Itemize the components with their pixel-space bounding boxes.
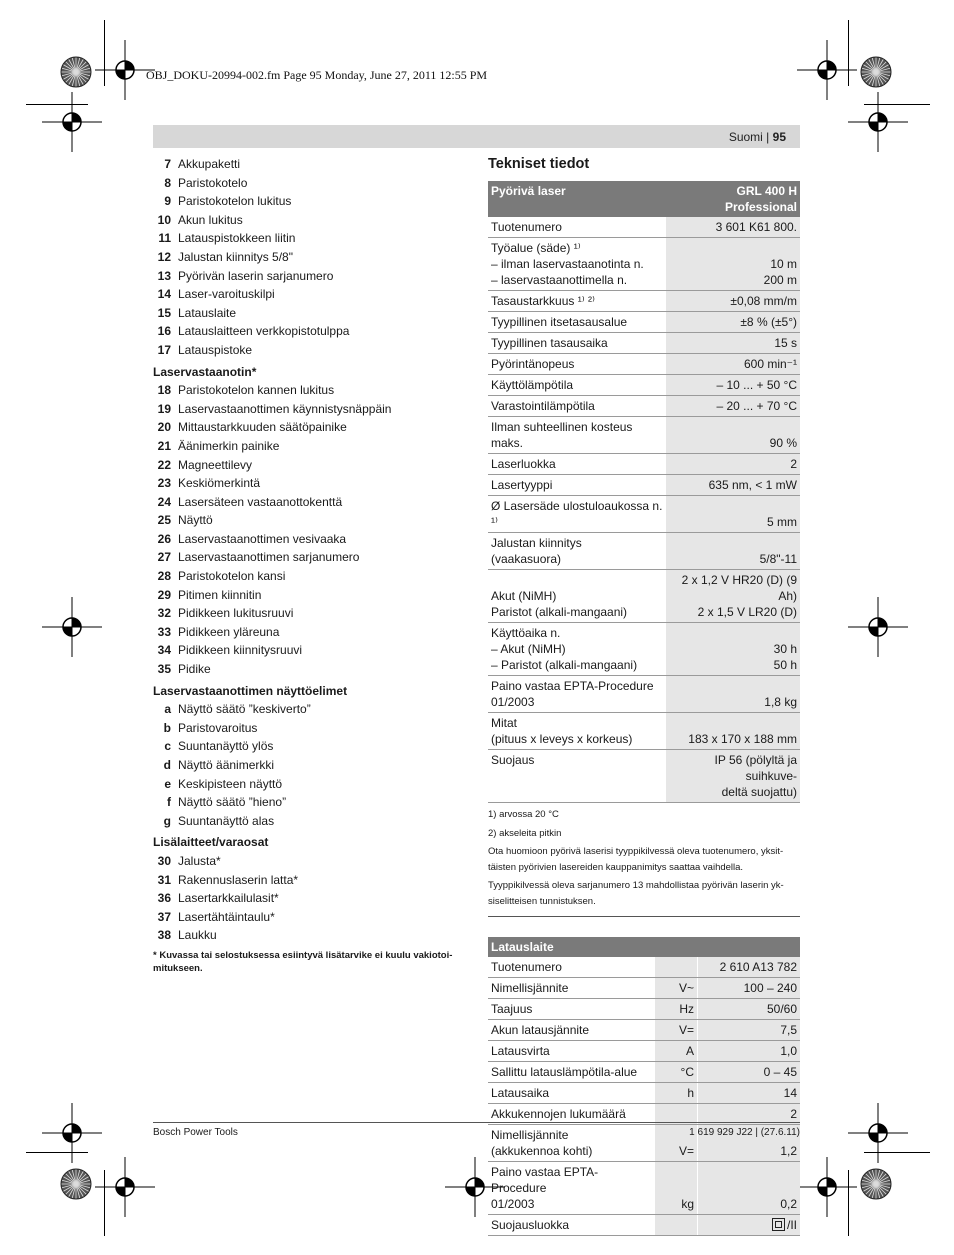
spec-value: 14: [698, 1083, 801, 1104]
item-label: Laservastaanottimen käynnistysnäppäin: [178, 401, 392, 416]
item-number: 11: [158, 231, 171, 246]
table-row: [488, 312, 800, 333]
table-row: [488, 496, 800, 533]
page-header-bar: [153, 125, 800, 148]
table-row: [488, 375, 800, 396]
list-item: [153, 548, 468, 567]
spec-value: 2: [666, 454, 800, 475]
item-number: 16: [157, 324, 171, 339]
list-item: [153, 567, 468, 586]
table-row: [488, 454, 800, 475]
list-item: [153, 322, 468, 341]
spec-value: 1,2: [698, 1125, 801, 1162]
spec-label: Varastointilämpötila: [488, 396, 666, 417]
item-number: 19: [157, 401, 171, 416]
item-number: 34: [157, 643, 171, 658]
item-label: Paristokotelo: [178, 175, 248, 190]
spec-label: Ilman suhteellinen kosteus maks.: [488, 417, 666, 454]
table-row: [488, 957, 800, 978]
charger-spec-table: [488, 937, 800, 1236]
item-label: Mittaustarkkuuden säätöpainike: [178, 420, 347, 435]
list-item: [153, 660, 468, 679]
list-item: [153, 737, 468, 756]
spec-label: Tuotenumero: [488, 217, 666, 238]
item-number: 32: [157, 606, 171, 621]
list-item: [153, 418, 468, 437]
list-item: [153, 700, 468, 719]
spec-value: 100 – 240: [698, 978, 801, 999]
spec-value: 635 nm, < 1 mW: [666, 475, 800, 496]
parts-list: [153, 155, 468, 360]
spec-label: Taajuus: [488, 999, 655, 1020]
list-item: [153, 267, 468, 286]
spec-label: Latausaika: [488, 1083, 655, 1104]
list-item: [153, 908, 468, 927]
accessories-list: [153, 852, 468, 945]
note: Tyyppikilvessä oleva sarjanumero 13 mahdollistaa pyörivän laserin yk- siselitteisen tunnistuksen.: [488, 880, 784, 907]
spec-label: Suojaus: [488, 750, 666, 803]
spec-value: 1,8 kg: [666, 676, 800, 713]
item-label: Paristovaroitus: [178, 720, 258, 735]
item-number: 31: [157, 872, 171, 887]
spec-label: Jalustan kiinnitys (vaakasuora): [488, 533, 666, 570]
spec-label: Pyörintänopeus: [488, 354, 666, 375]
spec-unit: °C: [655, 1062, 698, 1083]
item-number: 15: [157, 305, 171, 320]
list-item: [153, 155, 468, 174]
item-number: 26: [157, 531, 171, 546]
list-item: [153, 474, 468, 493]
table-row: [488, 396, 800, 417]
spec-value: 50/60: [698, 999, 801, 1020]
item-label: Näyttö: [178, 513, 213, 528]
item-label: Paristokotelon kansi: [178, 569, 286, 584]
table-row: [488, 1062, 800, 1083]
table-row: [488, 750, 800, 803]
item-number: e: [164, 776, 171, 791]
registration-mark-icon: [848, 1103, 908, 1163]
item-label: Paristokotelon kannen lukitus: [178, 383, 335, 398]
list-item: [153, 400, 468, 419]
accessories-heading: Lisälaitteet/varaosat: [153, 835, 269, 850]
item-label: Magneettilevy: [178, 457, 253, 472]
spec-value: 90 %: [666, 417, 800, 454]
table-row: [488, 1162, 800, 1215]
item-label: Latauspistokkeen liitin: [178, 231, 296, 246]
footer-docnum: 1 619 929 J22 | (27.6.11): [689, 1127, 800, 1138]
spec-value: – 20 ... + 70 °C: [666, 396, 800, 417]
spec-value: 600 min⁻¹: [666, 354, 800, 375]
item-label: Näyttö säätö ”keskiverto”: [178, 702, 311, 717]
list-item: [153, 456, 468, 475]
spec-unit: [655, 957, 698, 978]
header-label: Latauslaite: [488, 937, 800, 957]
spec-label: Nimellisjännite (akkukennoa kohti): [488, 1125, 655, 1162]
list-item: [153, 812, 468, 831]
note: 2) akseleita pitkin: [488, 827, 562, 839]
registration-mark-icon: [42, 597, 102, 657]
item-number: 8: [164, 175, 171, 190]
spec-label: Tyypillinen tasausaika: [488, 333, 666, 354]
item-label: Lasertarkkailulasit*: [178, 891, 279, 906]
item-number: 29: [157, 587, 171, 602]
item-number: 7: [164, 157, 171, 171]
table-row: [488, 1215, 800, 1236]
spec-value: 10 m 200 m: [666, 238, 800, 291]
spec-unit: A: [655, 1041, 698, 1062]
table-row: [488, 533, 800, 570]
spec-value: /II: [698, 1215, 801, 1236]
page-footer: [153, 1122, 800, 1138]
spec-value: 2 x 1,2 V HR20 (D) (9 Ah) 2 x 1,5 V LR20 (D): [666, 570, 800, 623]
item-label: Rakennuslaserin latta*: [178, 872, 299, 887]
spec-unit: [655, 1215, 698, 1236]
spec-label: Tasaustarkkuus ¹⁾ ²⁾: [488, 291, 666, 312]
spec-label: Nimellisjännite: [488, 978, 655, 999]
spec-value: 5 mm: [666, 496, 800, 533]
list-item: [153, 719, 468, 738]
table-row: [488, 999, 800, 1020]
table-row: [488, 354, 800, 375]
color-target-icon: [860, 1168, 892, 1200]
item-number: 35: [157, 662, 171, 677]
item-number: 23: [157, 476, 171, 491]
list-item: [153, 192, 468, 211]
receiver-heading: Laservastaanotin*: [153, 364, 257, 379]
list-item: [153, 437, 468, 456]
item-number: 10: [157, 212, 171, 227]
item-label: Suuntanäyttö ylös: [178, 739, 274, 754]
spec-value: ±8 % (±5°): [666, 312, 800, 333]
item-label: Laukku: [178, 928, 217, 943]
item-label: Akun lukitus: [178, 212, 243, 227]
header-label: Pyörivä laser: [488, 181, 666, 217]
item-label: Pidike: [178, 662, 211, 677]
spec-label: Paino vastaa EPTA-Procedure 01/2003: [488, 1162, 655, 1215]
spec-label: Laserluokka: [488, 454, 666, 475]
item-label: Lasertähtäintaulu*: [178, 909, 275, 924]
spec-value: IP 56 (pölyltä ja suihkuve- deltä suojattu): [666, 750, 800, 803]
table-row: [488, 713, 800, 750]
spec-unit: Hz: [655, 999, 698, 1020]
item-label: Suuntanäyttö alas: [178, 813, 275, 828]
item-label: Pitimen kiinnitin: [178, 587, 262, 602]
color-target-icon: [60, 56, 92, 88]
item-label: Laservastaanottimen vesivaaka: [178, 531, 347, 546]
item-number: 22: [157, 457, 171, 472]
item-label: Lasersäteen vastaanottokenttä: [178, 494, 343, 509]
spec-label: Ø Lasersäde ulostuloaukossa n. ¹⁾: [488, 496, 666, 533]
item-number: 20: [157, 420, 171, 435]
item-number: a: [164, 702, 171, 717]
list-item: [153, 511, 468, 530]
item-label: Pyörivän laserin sarjanumero: [178, 268, 334, 283]
item-number: c: [164, 739, 171, 754]
list-item: [153, 381, 468, 400]
item-number: 17: [157, 342, 171, 357]
registration-mark-icon: [95, 40, 155, 100]
color-target-icon: [60, 1168, 92, 1200]
list-item: [153, 641, 468, 660]
item-label: Pidikkeen kiinnitysruuvi: [178, 643, 303, 658]
spec-value: 3 601 K61 800.: [666, 217, 800, 238]
spec-unit: kg: [655, 1162, 698, 1215]
item-number: 27: [157, 550, 171, 565]
registration-mark-icon: [848, 92, 908, 152]
display-list: [153, 700, 468, 830]
list-item: [153, 285, 468, 304]
item-number: 33: [157, 624, 171, 639]
table-header: [488, 181, 800, 217]
item-number: 38: [157, 928, 171, 943]
registration-mark-icon: [848, 597, 908, 657]
item-number: f: [167, 795, 171, 810]
list-item: [153, 623, 468, 642]
spec-value: 183 x 170 x 188 mm: [666, 713, 800, 750]
item-number: 21: [157, 438, 171, 453]
item-number: 24: [157, 494, 171, 509]
table-row: [488, 1020, 800, 1041]
list-item: [153, 229, 468, 248]
item-number: 18: [157, 383, 171, 398]
item-label: Näyttö säätö ”hieno”: [178, 795, 287, 810]
tech-heading: Tekniset tiedot: [488, 156, 590, 172]
table-header: [488, 937, 800, 957]
note: Ota huomioon pyörivä laserisi tyyppikilvessä oleva tuotenumero, yksit- täisten pyörivien lasereiden kauppanimitys saattaa vaihdella.: [488, 846, 784, 873]
item-label: Pidikkeen lukitusruuvi: [178, 606, 294, 621]
table-row: [488, 333, 800, 354]
registration-mark-icon: [797, 1157, 857, 1217]
spec-label: Käyttöaika n. – Akut (NiMH) – Paristot (alkali-mangaani): [488, 623, 666, 676]
table-row: [488, 217, 800, 238]
spec-value: 30 h 50 h: [666, 623, 800, 676]
item-label: Laser-varoituskilpi: [178, 287, 275, 302]
item-number: 36: [157, 891, 171, 906]
footer-brand: Bosch Power Tools: [153, 1127, 238, 1138]
item-label: Keskiömerkintä: [178, 476, 261, 491]
item-number: 12: [157, 249, 171, 264]
table-row: [488, 291, 800, 312]
item-number: 25: [157, 513, 171, 528]
item-number: 28: [157, 569, 171, 584]
spec-unit: V~: [655, 978, 698, 999]
tech-column: [488, 155, 800, 1236]
spec-value: ±0,08 mm/m: [666, 291, 800, 312]
laser-spec-table: [488, 181, 800, 803]
color-target-icon: [860, 56, 892, 88]
spec-label: Tyypillinen itsetasausalue: [488, 312, 666, 333]
list-item: [153, 871, 468, 890]
list-item: [153, 174, 468, 193]
display-heading: Laservastaanottimen näyttöelimet: [153, 683, 348, 698]
table-row: [488, 238, 800, 291]
spec-value: 2 610 A13 782: [698, 957, 801, 978]
list-item: [153, 926, 468, 945]
table-row: [488, 1083, 800, 1104]
receiver-list: [153, 381, 468, 679]
item-number: 30: [157, 853, 171, 868]
table-row: [488, 570, 800, 623]
registration-mark-icon: [95, 1157, 155, 1217]
spec-label: Akkukennojen lukumäärä: [488, 1104, 655, 1125]
item-label: Jalustan kiinnitys 5/8": [178, 249, 293, 264]
item-label: Keskipisteen näyttö: [178, 776, 283, 791]
accessories-footnote: * Kuvassa tai selostuksessa esiintyvä lisätarvike ei kuulu vakiotoi- mitukseen.: [153, 949, 453, 974]
item-number: b: [163, 720, 171, 735]
item-number: g: [163, 813, 171, 828]
protection-class-icon: [772, 1218, 785, 1231]
spec-label: Suojausluokka: [488, 1215, 655, 1236]
item-label: Latauslaite: [178, 305, 237, 320]
item-label: Jalusta*: [178, 853, 221, 868]
table-row: [488, 475, 800, 496]
registration-mark-icon: [42, 1103, 102, 1163]
list-item: [153, 304, 468, 323]
item-number: 37: [157, 909, 171, 924]
item-label: Latauslaitteen verkkopistotulppa: [178, 324, 350, 339]
item-label: Näyttö äänimerkki: [178, 758, 275, 772]
table-row: [488, 623, 800, 676]
item-label: Paristokotelon lukitus: [178, 194, 292, 209]
list-item: [153, 604, 468, 623]
spec-unit: V=: [655, 1020, 698, 1041]
item-number: 9: [164, 194, 171, 209]
spec-value: 0 – 45: [698, 1062, 801, 1083]
spec-label: Akut (NiMH) Paristot (alkali-mangaani): [488, 570, 666, 623]
list-item: [153, 852, 468, 871]
header-model: GRL 400 H Professional: [666, 181, 800, 217]
note: 1) arvossa 20 °C: [488, 809, 559, 820]
list-item: [153, 211, 468, 230]
registration-mark-icon: [42, 92, 102, 152]
spec-label: Lasertyyppi: [488, 475, 666, 496]
registration-mark-icon: [797, 40, 857, 100]
item-label: Latauspistoke: [178, 342, 253, 357]
table-row: [488, 417, 800, 454]
spec-label: Mitat (pituus x leveys x korkeus): [488, 713, 666, 750]
spec-value: 1,0: [698, 1041, 801, 1062]
spec-value: 7,5: [698, 1020, 801, 1041]
parts-column: [153, 155, 468, 975]
table-row: [488, 1041, 800, 1062]
spec-label: Käyttölämpötila: [488, 375, 666, 396]
spec-value: 15 s: [666, 333, 800, 354]
list-item: [153, 530, 468, 549]
item-number: d: [163, 758, 171, 772]
list-item: [153, 341, 468, 360]
list-item: [153, 793, 468, 812]
item-label: Äänimerkin painike: [178, 438, 280, 453]
table-row: [488, 676, 800, 713]
list-item: [153, 586, 468, 605]
spec-label: Akun latausjännite: [488, 1020, 655, 1041]
table-row: [488, 978, 800, 999]
spec-label: Sallittu latauslämpötila-alue: [488, 1062, 655, 1083]
spec-value: 2: [698, 1104, 801, 1125]
list-item: [153, 775, 468, 794]
file-info: OBJ_DOKU-20994-002.fm Page 95 Monday, June 27, 2011 12:55 PM: [146, 68, 488, 82]
spec-unit: V=: [655, 1125, 698, 1162]
item-number: 14: [157, 287, 171, 302]
item-number: 13: [157, 268, 171, 283]
list-item: [153, 248, 468, 267]
spec-value: 5/8"-11: [666, 533, 800, 570]
list-item: [153, 889, 468, 908]
spec-label: Paino vastaa EPTA-Procedure 01/2003: [488, 676, 666, 713]
spec-label: Latausvirta: [488, 1041, 655, 1062]
spec-label: Tuotenumero: [488, 957, 655, 978]
spec-value: 0,2: [698, 1162, 801, 1215]
list-item: [153, 493, 468, 512]
spec-unit: h: [655, 1083, 698, 1104]
item-label: Pidikkeen yläreuna: [178, 624, 280, 639]
spec-notes: [488, 807, 800, 917]
spec-value: – 10 ... + 50 °C: [666, 375, 800, 396]
list-item: [153, 756, 468, 775]
page-number: Suomi | 95: [728, 130, 786, 144]
item-label: Laservastaanottimen sarjanumero: [178, 550, 360, 565]
spec-label: Työalue (säde) ¹⁾ – ilman laservastaanotinta n. – laservastaanottimella n.: [488, 238, 666, 291]
item-label: Akkupaketti: [178, 157, 241, 171]
